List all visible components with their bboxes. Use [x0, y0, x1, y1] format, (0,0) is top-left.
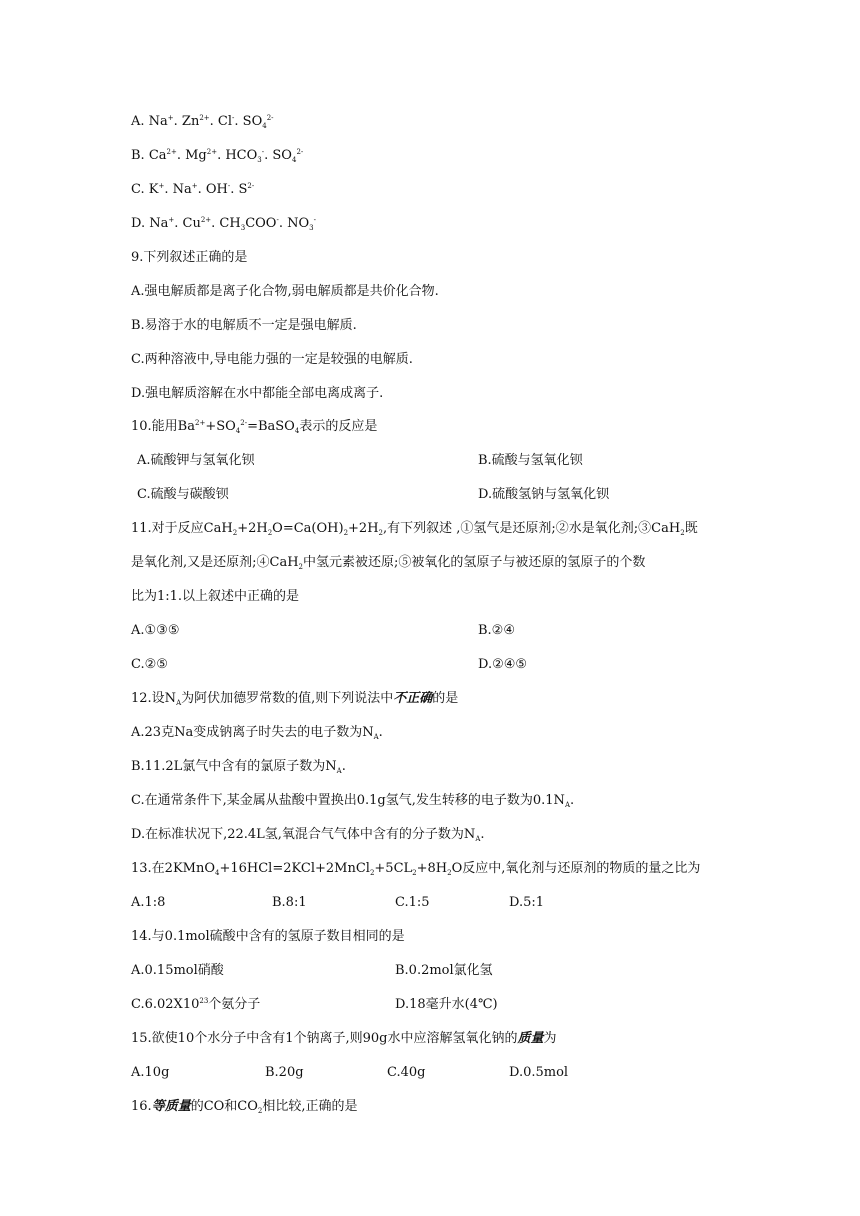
q11-stem-line2: 是氧化剂,又是还原剂;④CaH$_2$中氢元素被还原;⑤被氧化的氢原子与被还原的氢原子的个数 — [131, 555, 646, 571]
q11-option-d: D.②④⑤ — [478, 657, 528, 672]
q13-option-d: D.5:1 — [509, 895, 545, 910]
q14-option-b: B.0.2mol氯化氢 — [395, 963, 493, 978]
q12-option-b: B.11.2L氯气中含有的氯原子数为$N_A$. — [131, 759, 346, 775]
q8-option-d: D. Na+. $Cu^{2+}$. $CH_3COO^-$. $NO_3^-$ — [131, 216, 316, 232]
q9-option-a: A.强电解质都是离子化合物,弱电解质都是共价化合物. — [131, 284, 439, 299]
q12-stem: 12.设$N_A$为阿伏加德罗常数的值,则下列说法中不正确的是 — [131, 691, 459, 707]
q9-stem: 9.下列叙述正确的是 — [131, 250, 248, 265]
q15-stem: 15.欲使10个水分子中含有1个钠离子,则90g水中应溶解氢氧化钠的质量为 — [131, 1031, 557, 1046]
q10-stem: 10.能用$Ba^{2+}+SO_4^{2-}=BaSO_4$表示的反应是 — [131, 419, 378, 435]
q13-option-c: C.1:5 — [395, 895, 430, 910]
q11-option-b: B.②④ — [478, 623, 515, 638]
q10-option-b: B.硫酸与氢氧化钡 — [478, 453, 583, 468]
q10-option-d: D.硫酸氢钠与氢氧化钡 — [478, 487, 610, 502]
q9-option-d: D.强电解质溶解在水中都能全部电离成离子. — [131, 386, 384, 401]
q12-option-d: D.在标准状况下,22.4L氢,氧混合气气体中含有的分子数为$N_A$. — [131, 827, 485, 843]
q14-option-d: D.18毫升水(4℃) — [395, 997, 498, 1012]
q14-stem: 14.与0.1mol硫酸中含有的氢原子数目相同的是 — [131, 929, 405, 944]
q15-option-b: B.20g — [265, 1065, 304, 1080]
q10-option-c: C.硫酸与碳酸钡 — [137, 487, 229, 502]
q8-option-c: C. K+. Na+. OH-. $S^{2-}$ — [131, 182, 255, 197]
q12-option-c: C.在通常条件下,某金属从盐酸中置换出0.1g氢气,发生转移的电子数为$0.1N_A$. — [131, 793, 575, 809]
q11-option-c: C.②⑤ — [131, 657, 168, 672]
q16-stem: 16.等质量的CO和$CO_2$相比较,正确的是 — [131, 1099, 358, 1115]
q12-option-a: A.23克Na变成钠离子时失去的电子数为$N_A$. — [131, 725, 383, 741]
q11-stem-line3: 比为1:1.以上叙述中正确的是 — [131, 589, 300, 604]
q14-option-c: $C.6.02X10^{23}$个氨分子 — [131, 997, 261, 1012]
q13-option-a: A.1:8 — [131, 895, 166, 910]
q13-option-b: B.8:1 — [272, 895, 307, 910]
q11-stem-line1: 11.对于反应$CaH_2+2H_2O=Ca(OH)_2+2H_2$,有下列叙述 ,①氢气是还原剂;②水是氧化剂;③CaH$_2$既 — [131, 521, 698, 537]
q13-stem: 13.在$2KMnO_4+16HCl=2KCl+2MnCl_2+5CL_2+8H_2O$反应中,氧化剂与还原剂的物质的量之比为 — [131, 861, 701, 877]
q8-option-a: A. Na+. $Zn^{2+}$. Cl-. $SO_4^{2-}$ — [131, 114, 274, 130]
q8-option-b: B. $Ca^{2+}$. $Mg^{2+}$. $HCO_3^-$. $SO_4^{2-}$ — [131, 148, 304, 164]
q14-option-a: A.0.15mol硝酸 — [131, 963, 224, 978]
q15-option-d: D.0.5mol — [509, 1065, 569, 1080]
q9-option-c: C.两种溶液中,导电能力强的一定是较强的电解质. — [131, 352, 413, 367]
q15-option-c: C.40g — [387, 1065, 426, 1080]
q10-option-a: A.硫酸钾与氢氧化钡 — [137, 453, 255, 468]
q9-option-b: B.易溶于水的电解质不一定是强电解质. — [131, 318, 357, 333]
q15-option-a: A.10g — [131, 1065, 170, 1080]
q11-option-a: A.①③⑤ — [131, 623, 180, 638]
